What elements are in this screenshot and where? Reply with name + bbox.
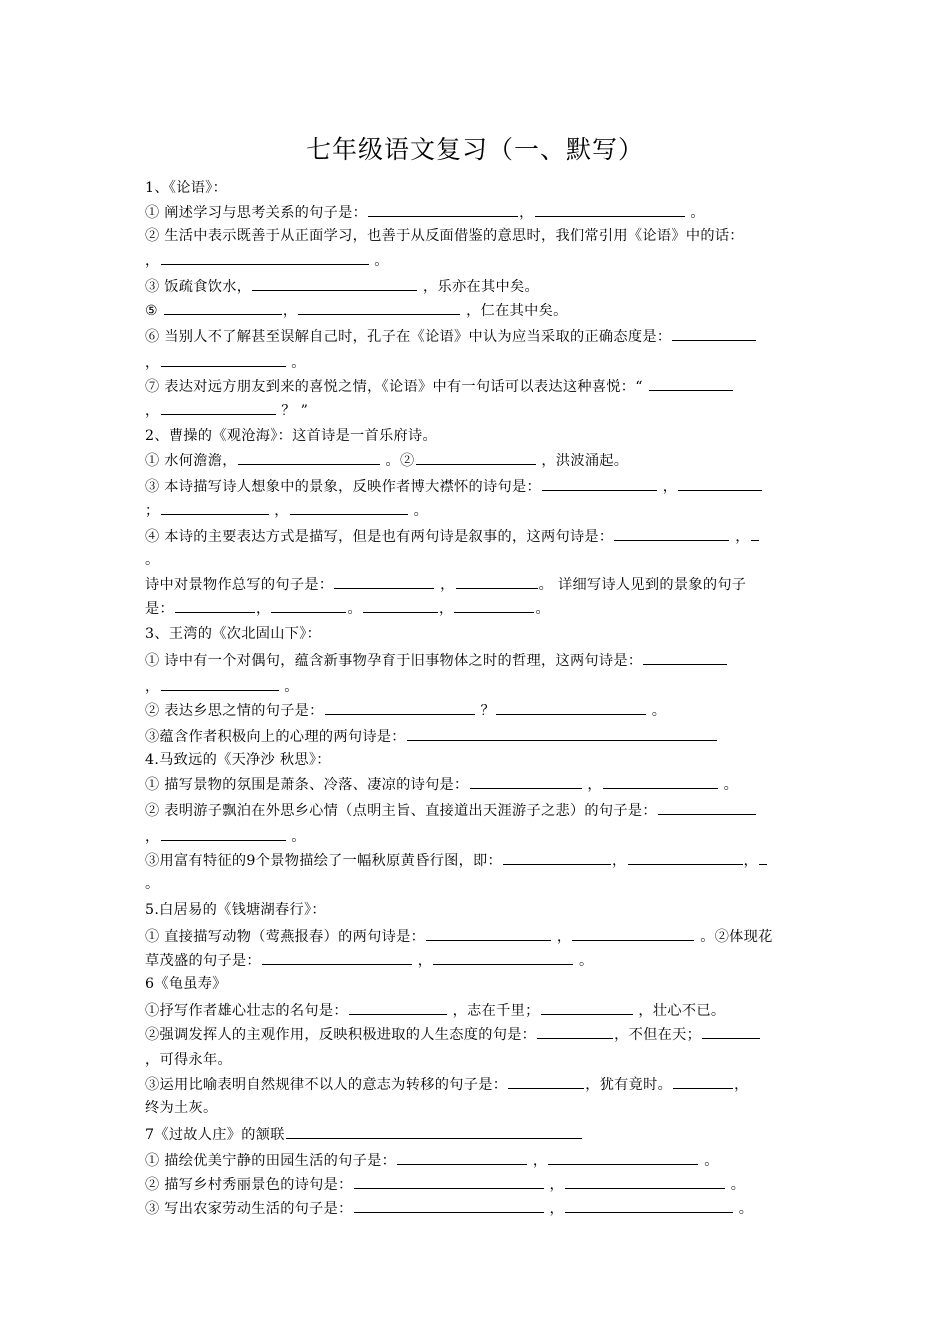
answer-blank[interactable] <box>603 774 718 789</box>
answer-blank[interactable] <box>363 598 438 613</box>
answer-blank[interactable] <box>541 1000 633 1015</box>
line-text: ，志在千里； <box>447 1003 540 1019</box>
line-text: ， <box>544 1201 564 1217</box>
worksheet-line <box>145 950 594 971</box>
line-text: 。 <box>347 601 362 617</box>
answer-blank[interactable] <box>542 476 657 491</box>
line-text: ③ 写出农家劳动生活的句子是： <box>145 1201 353 1217</box>
worksheet-line <box>145 598 550 619</box>
line-text: ， <box>145 355 160 371</box>
line-text: ， <box>528 1153 548 1169</box>
answer-blank[interactable] <box>470 774 582 789</box>
line-text: 。 <box>535 601 550 617</box>
worksheet-line <box>145 624 321 644</box>
worksheet-line <box>145 926 773 947</box>
worksheet-line <box>145 700 666 721</box>
worksheet-line <box>145 500 428 521</box>
answer-blank[interactable] <box>537 1024 613 1039</box>
line-text: 5.白居易的《钱塘湖春行》： <box>145 902 326 918</box>
line-text: ① 直接描写动物（莺燕报春）的两句诗是： <box>145 929 426 945</box>
answer-blank[interactable] <box>759 850 767 865</box>
line-text: 草茂盛的句子是： <box>145 953 261 969</box>
line-text: ， <box>435 577 455 593</box>
line-text: 。 <box>574 953 594 969</box>
worksheet-line <box>145 1000 725 1021</box>
line-text: ，可得永年。 <box>145 1052 232 1068</box>
line-text: 。 <box>145 876 160 892</box>
line-text: ， <box>412 953 433 969</box>
line-text: 。 详细写诗人见到的景象的句子 <box>538 577 747 593</box>
line-text: 。 <box>145 552 160 568</box>
worksheet-line <box>145 1074 749 1095</box>
line-text: 。 <box>733 1201 754 1217</box>
line-text: ， <box>612 853 627 869</box>
line-text: 诗中对景物作总写的句子是： <box>145 577 334 593</box>
line-text: ① 水何澹澹， <box>145 453 237 469</box>
page-title: 七年级语文复习（一、默写） <box>305 135 644 164</box>
worksheet-line <box>145 550 160 570</box>
line-text: 。 <box>685 205 705 221</box>
line-text: ， <box>743 853 759 869</box>
worksheet-line <box>145 800 757 821</box>
line-text: ， <box>145 253 160 269</box>
line-text: ， <box>438 601 454 617</box>
worksheet-line <box>145 826 306 847</box>
answer-blank[interactable] <box>161 400 276 415</box>
answer-blank[interactable] <box>325 700 475 715</box>
answer-blank[interactable] <box>252 276 417 291</box>
line-text: 是： <box>145 601 174 617</box>
answer-blank[interactable] <box>161 352 286 367</box>
line-text: ， <box>730 529 750 545</box>
line-text: ， <box>269 503 289 519</box>
answer-blank[interactable] <box>175 598 255 613</box>
line-text: ，乐亦在其中矣。 <box>418 279 539 295</box>
worksheet-line <box>145 726 718 747</box>
line-text: 1、《论语》： <box>145 180 228 196</box>
line-text: ③ 本诗描写诗人想象中的景象，反映作者博大襟怀的诗句是： <box>145 479 541 495</box>
worksheet-line <box>145 526 760 547</box>
worksheet-line <box>145 1024 761 1045</box>
worksheet-line <box>145 1050 232 1070</box>
line-text: 。 <box>699 1153 719 1169</box>
answer-blank[interactable] <box>397 1150 527 1165</box>
line-text: 。 <box>286 829 306 845</box>
line-text: 4.马致远的《天净沙 秋思》： <box>145 752 331 768</box>
worksheet-line <box>145 650 728 671</box>
line-text: ① 阐述学习与思考关系的句子是： <box>145 205 368 221</box>
line-text: ， <box>734 1077 749 1093</box>
worksheet-line <box>145 1174 745 1195</box>
line-text: ② 描写乡村秀丽景色的诗句是： <box>145 1177 353 1193</box>
worksheet-line <box>145 352 306 373</box>
line-text: ③ 饭疏食饮水， <box>145 279 252 295</box>
answer-blank[interactable] <box>290 500 408 515</box>
line-text: 终为土灰。 <box>145 1100 218 1116</box>
answer-blank[interactable] <box>262 950 412 965</box>
answer-blank[interactable] <box>161 676 279 691</box>
line-text: 。② <box>380 453 415 469</box>
answer-blank[interactable] <box>426 926 551 941</box>
line-text: ⑥ 当别人不了解甚至误解自己时，孔子在《论语》中认为应当采取的正确态度是： <box>145 329 672 345</box>
worksheet-line <box>145 276 539 297</box>
line-text: ，不但在天； <box>614 1027 702 1043</box>
worksheet-line <box>145 300 568 321</box>
line-text: ，洪波涌起。 <box>536 453 629 469</box>
worksheet-line <box>145 1098 217 1118</box>
answer-blank[interactable] <box>572 926 694 941</box>
answer-blank[interactable] <box>238 450 380 465</box>
answer-blank[interactable] <box>508 1074 584 1089</box>
line-text: ③运用比喻表明自然规律不以人的意志为转移的句子是： <box>145 1077 508 1093</box>
answer-blank[interactable] <box>298 300 460 315</box>
worksheet-line <box>145 974 227 994</box>
line-text: ①抒写作者雄心壮志的名句是： <box>145 1003 348 1019</box>
line-text: 。 <box>369 253 389 269</box>
line-text: 2、曹操的《观沧海》：这首诗是一首乐府诗。 <box>145 428 437 444</box>
line-text: ⑦ 表达对远方朋友到来的喜悦之情，《论语》中有一句话可以表达这种喜悦：“ <box>145 379 648 395</box>
worksheet-line <box>145 676 299 697</box>
line-text: 6《龟虽寿》 <box>145 976 227 992</box>
worksheet-line <box>145 426 437 446</box>
line-text: ③蕴含作者积极向上的心理的两句诗是： <box>145 729 406 745</box>
line-text: ② 生活中表示既善于从正面学习，也善于从反面借鉴的意思时，我们常引用《论语》中的话： <box>145 228 744 244</box>
line-text: ， <box>582 777 602 793</box>
worksheet-line <box>145 574 746 595</box>
line-text: ⑤ <box>145 303 163 319</box>
line-text: ① 描绘优美宁静的田园生活的句子是： <box>145 1153 397 1169</box>
answer-blank[interactable] <box>416 450 536 465</box>
answer-blank[interactable] <box>658 800 756 815</box>
line-text: 。 <box>725 1177 746 1193</box>
worksheet-line <box>145 1198 753 1219</box>
answer-blank[interactable] <box>407 726 717 741</box>
worksheet-line <box>145 476 763 497</box>
line-text: ， <box>519 205 534 221</box>
line-text: ； <box>145 503 160 519</box>
line-text: ， <box>145 403 160 419</box>
answer-blank[interactable] <box>454 598 534 613</box>
line-text: ，壮心不已。 <box>633 1003 726 1019</box>
answer-blank[interactable] <box>496 700 646 715</box>
line-text: ？ ” <box>276 403 309 419</box>
worksheet-line <box>145 874 160 894</box>
answer-blank[interactable] <box>456 574 538 589</box>
answer-blank[interactable] <box>548 1150 698 1165</box>
worksheet-line <box>145 376 734 397</box>
worksheet-line <box>145 326 757 347</box>
line-text: 。 <box>286 355 306 371</box>
answer-blank[interactable] <box>649 376 733 391</box>
answer-blank[interactable] <box>628 850 743 865</box>
line-text: ④ 本诗的主要表达方式是描写，但是也有两句诗是叙事的，这两句诗是： <box>145 529 614 545</box>
line-text: ， <box>657 479 678 495</box>
line-text: ， <box>145 679 160 695</box>
line-text: ， <box>552 929 572 945</box>
answer-blank[interactable] <box>286 1124 582 1139</box>
answer-blank[interactable] <box>673 1074 733 1089</box>
answer-blank[interactable] <box>161 826 286 841</box>
answer-blank[interactable] <box>702 1024 760 1039</box>
line-text: ，仁在其中矣。 <box>461 303 568 319</box>
answer-blank[interactable] <box>164 300 282 315</box>
line-text: ① 描写景物的氛围是萧条、冷落、凄凉的诗句是： <box>145 777 469 793</box>
worksheet-line <box>145 1150 719 1171</box>
line-text: ②强调发挥人的主观作用，反映积极进取的人生态度的句是： <box>145 1027 537 1043</box>
line-text: 。 <box>718 777 739 793</box>
line-text: 。 <box>279 679 299 695</box>
answer-blank[interactable] <box>368 202 518 217</box>
line-text: 7《过故人庄》的颔联 <box>145 1127 285 1143</box>
line-text: ， <box>145 829 160 845</box>
answer-blank[interactable] <box>354 1198 544 1213</box>
answer-blank[interactable] <box>565 1174 725 1189</box>
worksheet-line <box>145 850 768 871</box>
answer-blank[interactable] <box>678 476 762 491</box>
line-text: ，犹有竟时。 <box>585 1077 673 1093</box>
line-text: ② 表明游子飘泊在外思乡心情（点明主旨、直接道出天涯游子之悲）的句子是： <box>145 803 657 819</box>
worksheet-line <box>145 750 331 770</box>
answer-blank[interactable] <box>354 1174 544 1189</box>
answer-blank[interactable] <box>751 526 759 541</box>
answer-blank[interactable] <box>349 1000 447 1015</box>
line-text: 。 <box>646 703 667 719</box>
line-text: 3、王湾的《次北固山下》： <box>145 626 322 642</box>
answer-blank[interactable] <box>643 650 727 665</box>
line-text: ？ <box>475 703 495 719</box>
line-text: ， <box>255 601 271 617</box>
worksheet-line <box>145 774 738 795</box>
worksheet-line <box>145 400 308 421</box>
answer-blank[interactable] <box>565 1198 733 1213</box>
line-text: ， <box>282 303 298 319</box>
answer-blank[interactable] <box>271 598 346 613</box>
worksheet-line <box>145 450 628 471</box>
worksheet-line <box>145 900 326 920</box>
line-text: 。 <box>408 503 429 519</box>
answer-blank[interactable] <box>503 850 611 865</box>
worksheet-line <box>145 226 744 246</box>
line-text: ② 表达乡思之情的句子是： <box>145 703 324 719</box>
answer-blank[interactable] <box>535 202 685 217</box>
answer-blank[interactable] <box>672 326 756 341</box>
answer-blank[interactable] <box>161 500 269 515</box>
answer-blank[interactable] <box>433 950 573 965</box>
worksheet-line <box>145 1124 583 1145</box>
answer-blank[interactable] <box>334 574 434 589</box>
answer-blank[interactable] <box>614 526 729 541</box>
worksheet-line <box>145 178 227 198</box>
line-text: 。②体现花 <box>695 929 773 945</box>
line-text: ， <box>544 1177 564 1193</box>
worksheet-line <box>145 202 705 223</box>
worksheet-line <box>145 250 389 271</box>
line-text: ③用富有特征的9个景物描绘了一幅秋原黄昏行图，即： <box>145 853 503 869</box>
line-text: ① 诗中有一个对偶句，蕴含新事物孕育于旧事物体之时的哲理，这两句诗是： <box>145 653 643 669</box>
answer-blank[interactable] <box>161 250 369 265</box>
